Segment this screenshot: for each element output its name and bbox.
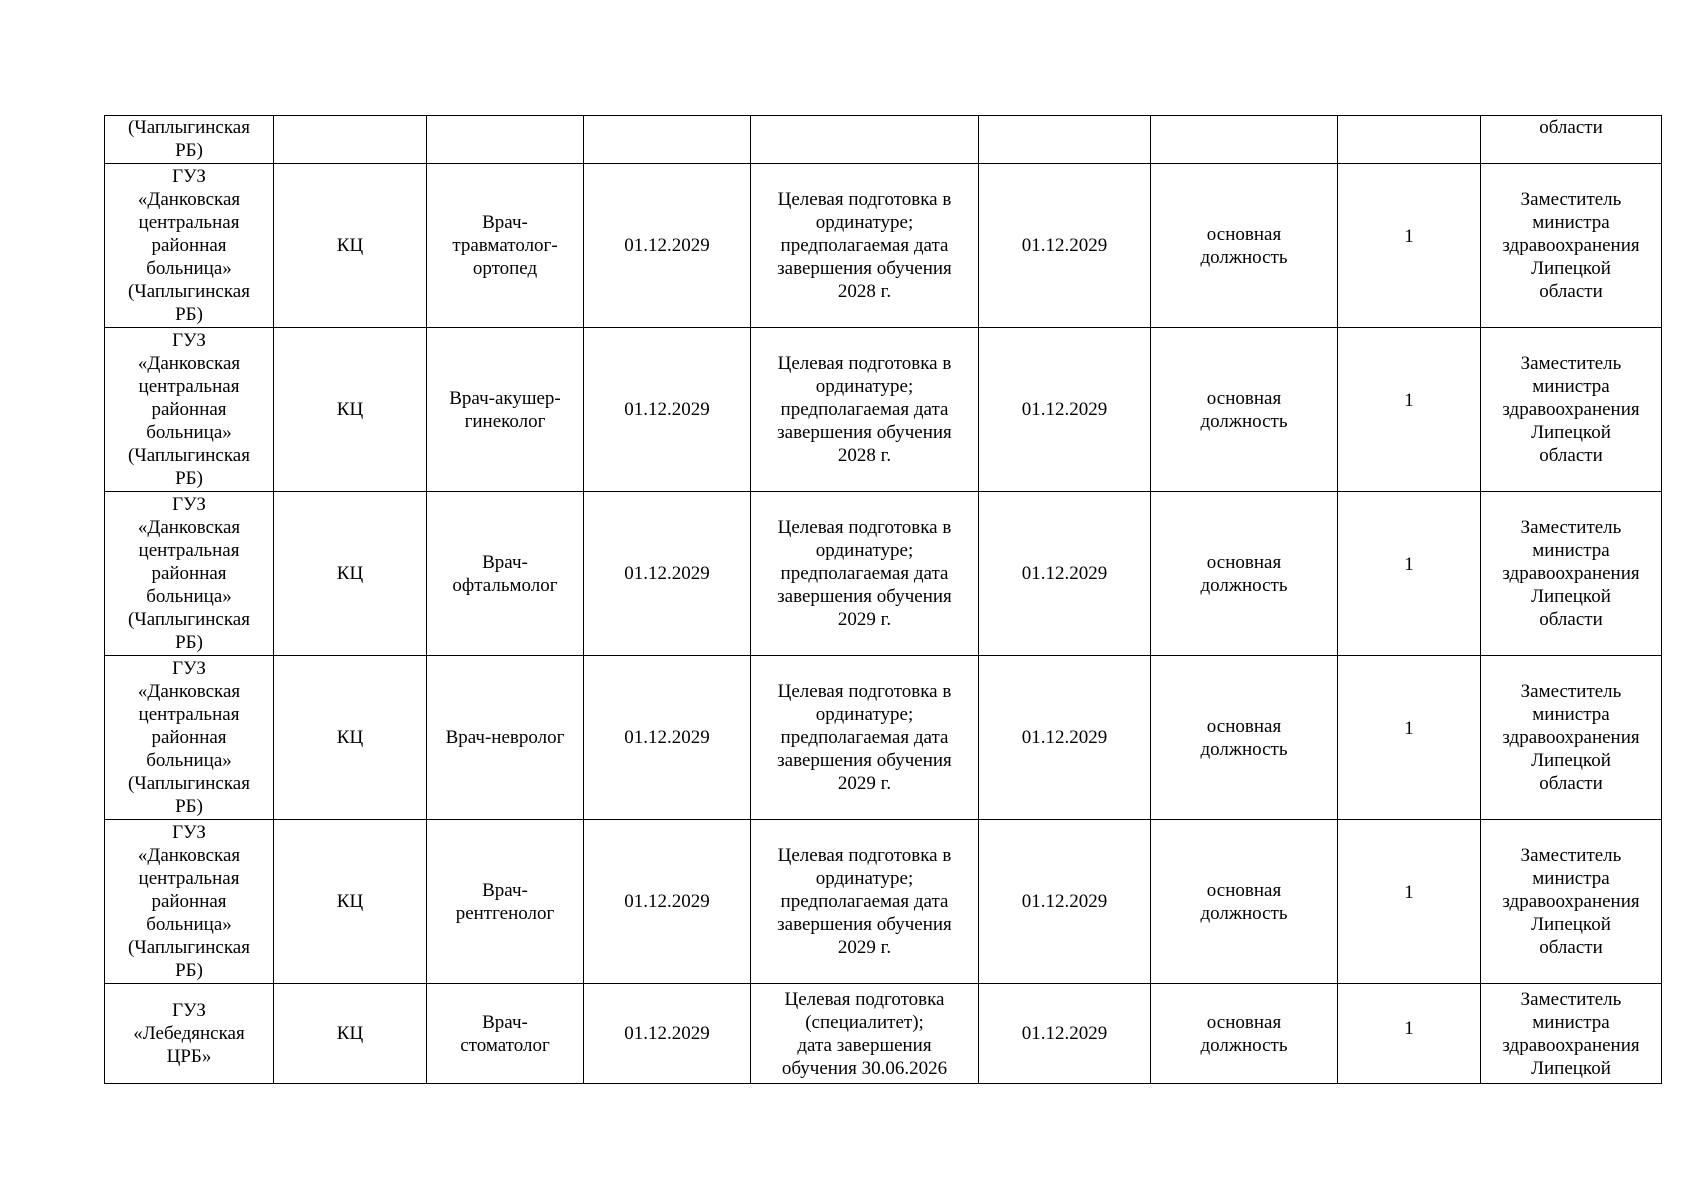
employment-cell: основная должность bbox=[1151, 328, 1338, 492]
training-cell bbox=[751, 116, 979, 164]
table-row bbox=[105, 328, 1662, 492]
organization-cell: ГУЗ «Лебедянская ЦРБ» bbox=[105, 984, 274, 1084]
date-from-cell: 01.12.2029 bbox=[584, 328, 751, 492]
category-cell: КЦ bbox=[274, 164, 427, 328]
count-cell: 1 bbox=[1338, 328, 1481, 492]
employment-cell: основная должность bbox=[1151, 820, 1338, 984]
count-cell: 1 bbox=[1338, 984, 1481, 1084]
organization-cell: ГУЗ «Данковская центральная районная больница» (Чаплыгинская РБ) bbox=[105, 328, 274, 492]
training-cell: Целевая подготовка в ординатуре; предполагаемая дата завершения обучения 2028 г. bbox=[751, 164, 979, 328]
date-to-cell: 01.12.2029 bbox=[979, 984, 1151, 1084]
date-from-cell: 01.12.2029 bbox=[584, 656, 751, 820]
organization-cell: (Чаплыгинская РБ) bbox=[105, 116, 274, 164]
date-from-cell: 01.12.2029 bbox=[584, 164, 751, 328]
specialty-cell: Врач- стоматолог bbox=[427, 984, 584, 1084]
table-row bbox=[105, 656, 1662, 820]
specialty-cell: Врач- рентгенолог bbox=[427, 820, 584, 984]
date-to-cell: 01.12.2029 bbox=[979, 492, 1151, 656]
category-cell: КЦ bbox=[274, 492, 427, 656]
training-cell: Целевая подготовка в ординатуре; предполагаемая дата завершения обучения 2029 г. bbox=[751, 820, 979, 984]
date-from-cell bbox=[584, 116, 751, 164]
official-cell: Заместитель министра здравоохранения Липецкой bbox=[1481, 984, 1662, 1084]
count-cell: 1 bbox=[1338, 820, 1481, 984]
employment-cell: основная должность bbox=[1151, 492, 1338, 656]
category-cell: КЦ bbox=[274, 328, 427, 492]
date-to-cell: 01.12.2029 bbox=[979, 820, 1151, 984]
training-cell: Целевая подготовка в ординатуре; предполагаемая дата завершения обучения 2029 г. bbox=[751, 656, 979, 820]
organization-cell: ГУЗ «Данковская центральная районная больница» (Чаплыгинская РБ) bbox=[105, 656, 274, 820]
table-row bbox=[105, 116, 1662, 164]
training-cell: Целевая подготовка (специалитет); дата завершения обучения 30.06.2026 bbox=[751, 984, 979, 1084]
official-cell: Заместитель министра здравоохранения Липецкой области bbox=[1481, 656, 1662, 820]
count-cell bbox=[1338, 116, 1481, 164]
table-row bbox=[105, 164, 1662, 328]
table-row bbox=[105, 984, 1662, 1084]
date-to-cell bbox=[979, 116, 1151, 164]
specialty-cell: Врач-акушер- гинеколог bbox=[427, 328, 584, 492]
specialty-cell bbox=[427, 116, 584, 164]
specialty-cell: Врач-невролог bbox=[427, 656, 584, 820]
count-cell: 1 bbox=[1338, 164, 1481, 328]
training-cell: Целевая подготовка в ординатуре; предполагаемая дата завершения обучения 2028 г. bbox=[751, 328, 979, 492]
official-cell: Заместитель министра здравоохранения Липецкой области bbox=[1481, 328, 1662, 492]
date-to-cell: 01.12.2029 bbox=[979, 656, 1151, 820]
date-from-cell: 01.12.2029 bbox=[584, 984, 751, 1084]
category-cell: КЦ bbox=[274, 656, 427, 820]
category-cell: КЦ bbox=[274, 984, 427, 1084]
count-cell: 1 bbox=[1338, 656, 1481, 820]
employment-cell: основная должность bbox=[1151, 984, 1338, 1084]
organization-cell: ГУЗ «Данковская центральная районная больница» (Чаплыгинская РБ) bbox=[105, 492, 274, 656]
specialty-cell: Врач- офтальмолог bbox=[427, 492, 584, 656]
official-cell: области bbox=[1481, 116, 1662, 164]
official-cell: Заместитель министра здравоохранения Липецкой области bbox=[1481, 164, 1662, 328]
training-cell: Целевая подготовка в ординатуре; предполагаемая дата завершения обучения 2029 г. bbox=[751, 492, 979, 656]
count-cell: 1 bbox=[1338, 492, 1481, 656]
employment-cell: основная должность bbox=[1151, 656, 1338, 820]
official-cell: Заместитель министра здравоохранения Липецкой области bbox=[1481, 492, 1662, 656]
employment-cell: основная должность bbox=[1151, 164, 1338, 328]
category-cell bbox=[274, 116, 427, 164]
official-cell: Заместитель министра здравоохранения Липецкой области bbox=[1481, 820, 1662, 984]
employment-cell bbox=[1151, 116, 1338, 164]
specialty-cell: Врач- травматолог- ортопед bbox=[427, 164, 584, 328]
table-row bbox=[105, 820, 1662, 984]
staffing-table bbox=[104, 115, 1662, 1084]
table-row bbox=[105, 492, 1662, 656]
date-from-cell: 01.12.2029 bbox=[584, 820, 751, 984]
organization-cell: ГУЗ «Данковская центральная районная больница» (Чаплыгинская РБ) bbox=[105, 820, 274, 984]
category-cell: КЦ bbox=[274, 820, 427, 984]
date-from-cell: 01.12.2029 bbox=[584, 492, 751, 656]
organization-cell: ГУЗ «Данковская центральная районная больница» (Чаплыгинская РБ) bbox=[105, 164, 274, 328]
date-to-cell: 01.12.2029 bbox=[979, 164, 1151, 328]
date-to-cell: 01.12.2029 bbox=[979, 328, 1151, 492]
